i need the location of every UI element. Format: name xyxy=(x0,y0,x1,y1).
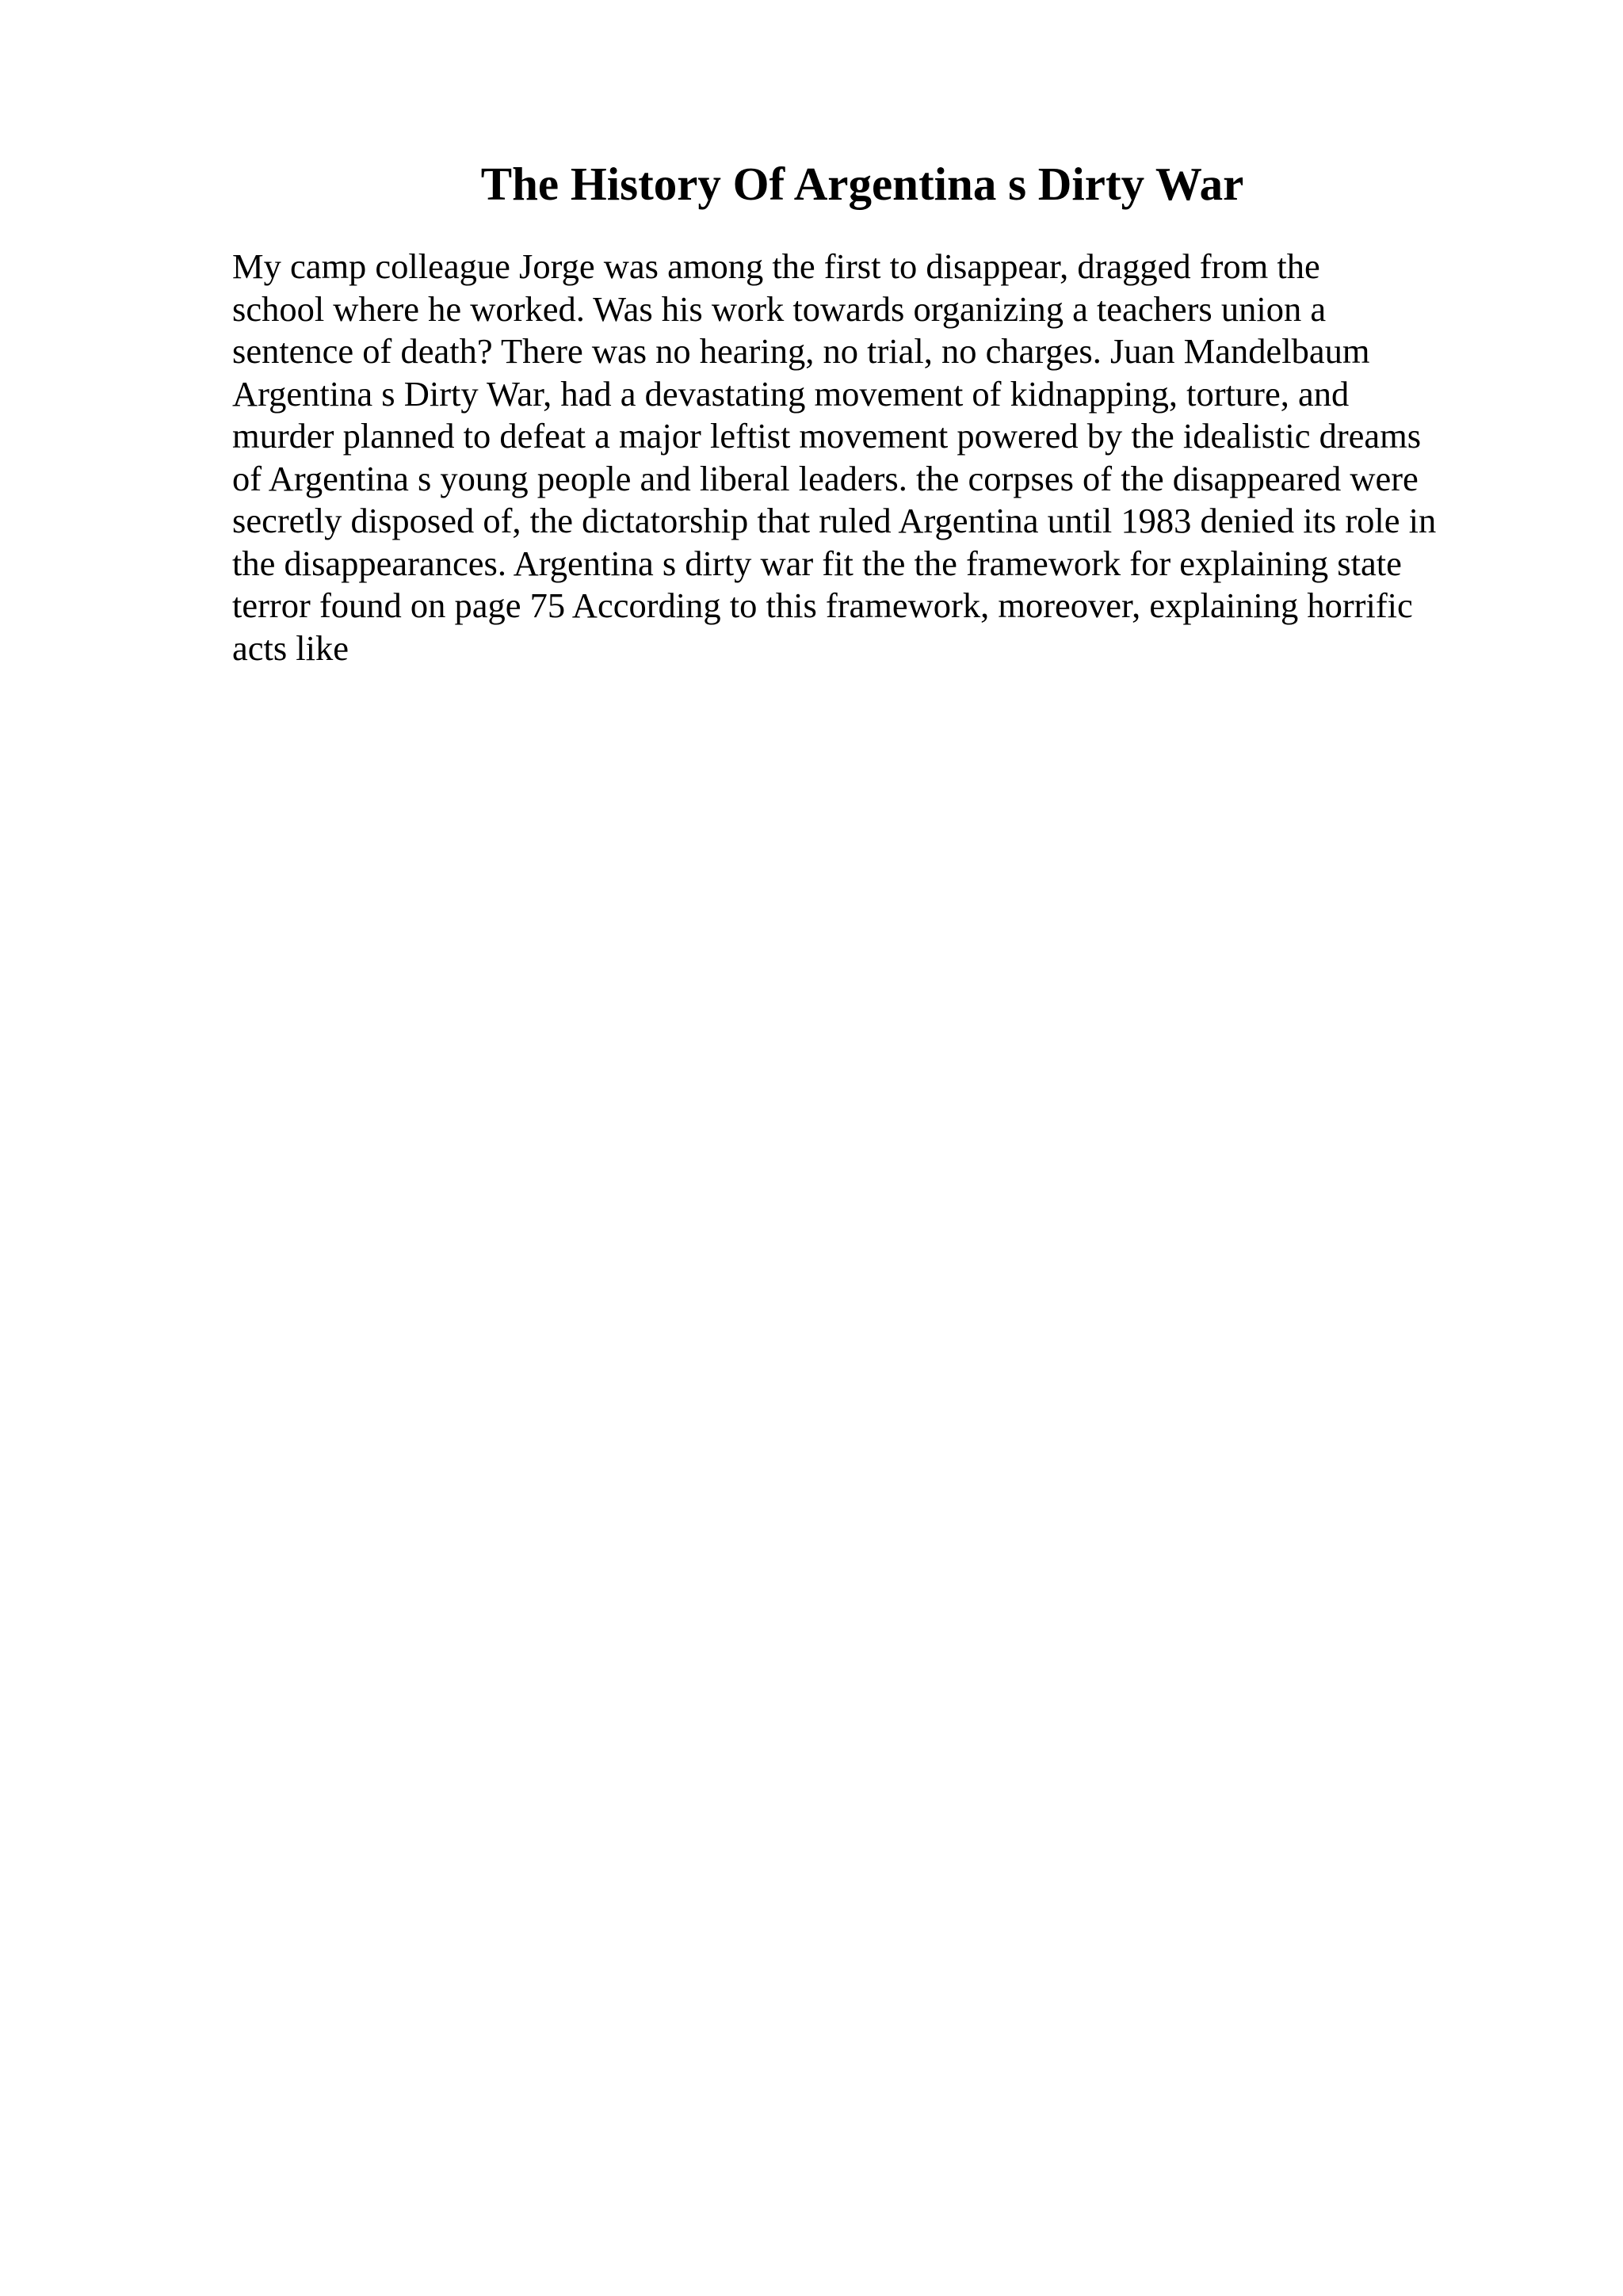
body-line: secretly disposed of, the dictatorship that ruled Argentina until 1983 denied its role in xyxy=(232,501,1437,540)
body-line: of Argentina s young people and liberal leaders. the corpses of the disappeared were xyxy=(232,458,1419,498)
body-line: acts like xyxy=(232,627,349,668)
body-line: the disappearances. Argentina s dirty war fit the the framework for explaining state xyxy=(232,543,1402,583)
body-line: Argentina s Dirty War, had a devastating movement of kidnapping, torture, and xyxy=(232,373,1350,414)
body-line: sentence of death? There was no hearing, no trial, no charges. Juan Mandelbaum xyxy=(232,331,1370,371)
body-line: school where he worked. Was his work towards organizing a teachers union a xyxy=(232,288,1327,329)
body-line: terror found on page 75 According to this framework, moreover, explaining horrific xyxy=(232,585,1413,625)
body-line: My camp colleague Jorge was among the first to disappear, dragged from the xyxy=(232,246,1320,286)
body-paragraph xyxy=(232,246,1516,669)
body-line: murder planned to defeat a major leftist movement powered by the idealistic dreams xyxy=(232,416,1422,456)
document-title: The History Of Argentina s Dirty War xyxy=(480,158,1244,210)
